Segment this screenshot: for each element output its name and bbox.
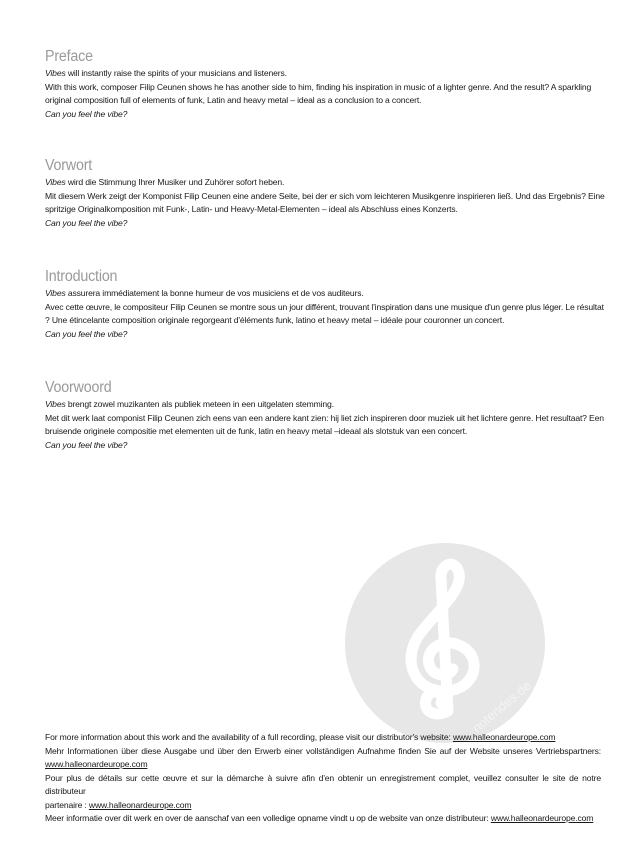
footer-text: partenaire : — [45, 799, 89, 810]
intro-text: wird die Stimmung Ihrer Musiker und Zuhörer sofort heben. — [65, 177, 285, 187]
section-title: Preface — [45, 48, 93, 65]
intro-text: will instantly raise the spirits of your musicians and listeners. — [65, 68, 287, 78]
section-body: With this work, composer Filip Ceunen shows he has another side to him, finding his inspiration in music of a lighter genre. And the result? A sparkling original composition full of elements of funk, Latin and heavy metal – ideal as a conclusion to a concert. — [45, 81, 592, 105]
watermark-text: notendes.de — [469, 677, 534, 736]
footer-line-de: Mehr Informationen über diese Ausgabe und über den Erwerb einer vollständigen Aufnahme finden Sie auf der Website unseres Vertriebspartners: — [45, 745, 601, 756]
section-body: Met dit werk laat componist Filip Ceunen zich eens van een andere kant zien: hij liet zich inspireren door muziek uit het lichtere genre. Het resultaat? Een bruisende originele compositie met elementen uit de funk, latin en heavy metal –ideaal als slotstuk van een concert. — [45, 412, 604, 436]
section-intro — [45, 176, 605, 190]
section-vorwort — [45, 156, 605, 230]
section-tagline: Can you feel the vibe? — [45, 328, 128, 339]
section-title: Voorwoord — [45, 379, 112, 396]
section-preface — [45, 47, 605, 121]
section-tagline: Can you feel the vibe? — [45, 108, 128, 119]
work-title: Vibes — [45, 177, 66, 187]
footer-info — [45, 731, 601, 826]
footer-line-fr-2 — [45, 799, 601, 813]
section-tagline: Can you feel the vibe? — [45, 439, 128, 450]
footer-line-nl — [45, 812, 601, 826]
work-title: Vibes — [45, 399, 66, 409]
treble-clef-icon — [345, 543, 545, 743]
work-title: Vibes — [45, 288, 66, 298]
section-intro — [45, 398, 605, 412]
section-voorwoord — [45, 378, 605, 452]
distributor-link[interactable]: www.halleonardeurope.com — [490, 813, 594, 823]
work-title: Vibes — [45, 68, 66, 78]
footer-line-en — [45, 731, 601, 745]
footer-line-fr: Pour plus de détails sur cette œuvre et sur la démarche à suivre afin d'en obtenir un enregistrement complet, veuillez consulter le site de notre distributeur — [45, 772, 601, 796]
section-intro — [45, 287, 605, 301]
distributor-link[interactable]: www.halleonardeurope.com — [45, 759, 148, 769]
footer-text: For more information about this work and the availability of a full recording, please visit our distributor's website: — [45, 732, 453, 742]
intro-text: assurera immédiatement la bonne humeur de vos musiciens et de vos auditeurs. — [65, 288, 364, 298]
section-title: Vorwort — [45, 157, 93, 174]
distributor-link[interactable]: www.halleonardeurope.com — [452, 732, 556, 742]
section-title: Introduction — [45, 268, 118, 285]
intro-text: brengt zowel muzikanten als publiek meteen in een uitgelaten stemming. — [65, 399, 334, 409]
footer-line-de-link — [45, 758, 601, 772]
distributor-link[interactable]: www.halleonardeurope.com — [88, 799, 192, 810]
section-tagline: Can you feel the vibe? — [45, 217, 128, 228]
footer-text: Meer informatie over dit werk en over de aanschaf van een volledige opname vindt u op de website van onze distributeur: — [45, 813, 491, 823]
section-introduction — [45, 267, 605, 341]
section-intro — [45, 67, 605, 81]
section-body: Avec cette œuvre, le compositeur Filip Ceunen se montre sous un jour différent, trouvant l'inspiration dans une musique d'un genre plus léger. Le résultat ? Une étincelante composition originale regorgeant d'éléments funk, latino et heavy metal – idéale pour couronner un concert. — [45, 301, 604, 325]
section-body: Mit diesem Werk zeigt der Komponist Filip Ceunen eine andere Seite, bei der er sich vom leichteren Musikgenre inspirieren ließ. Und das Ergebnis? Eine spritzige Originalkomposition mit Funk-, Latin- und Heavy-Metal-Elementen – ideal als Abschluss eines Konzerts. — [45, 190, 605, 214]
